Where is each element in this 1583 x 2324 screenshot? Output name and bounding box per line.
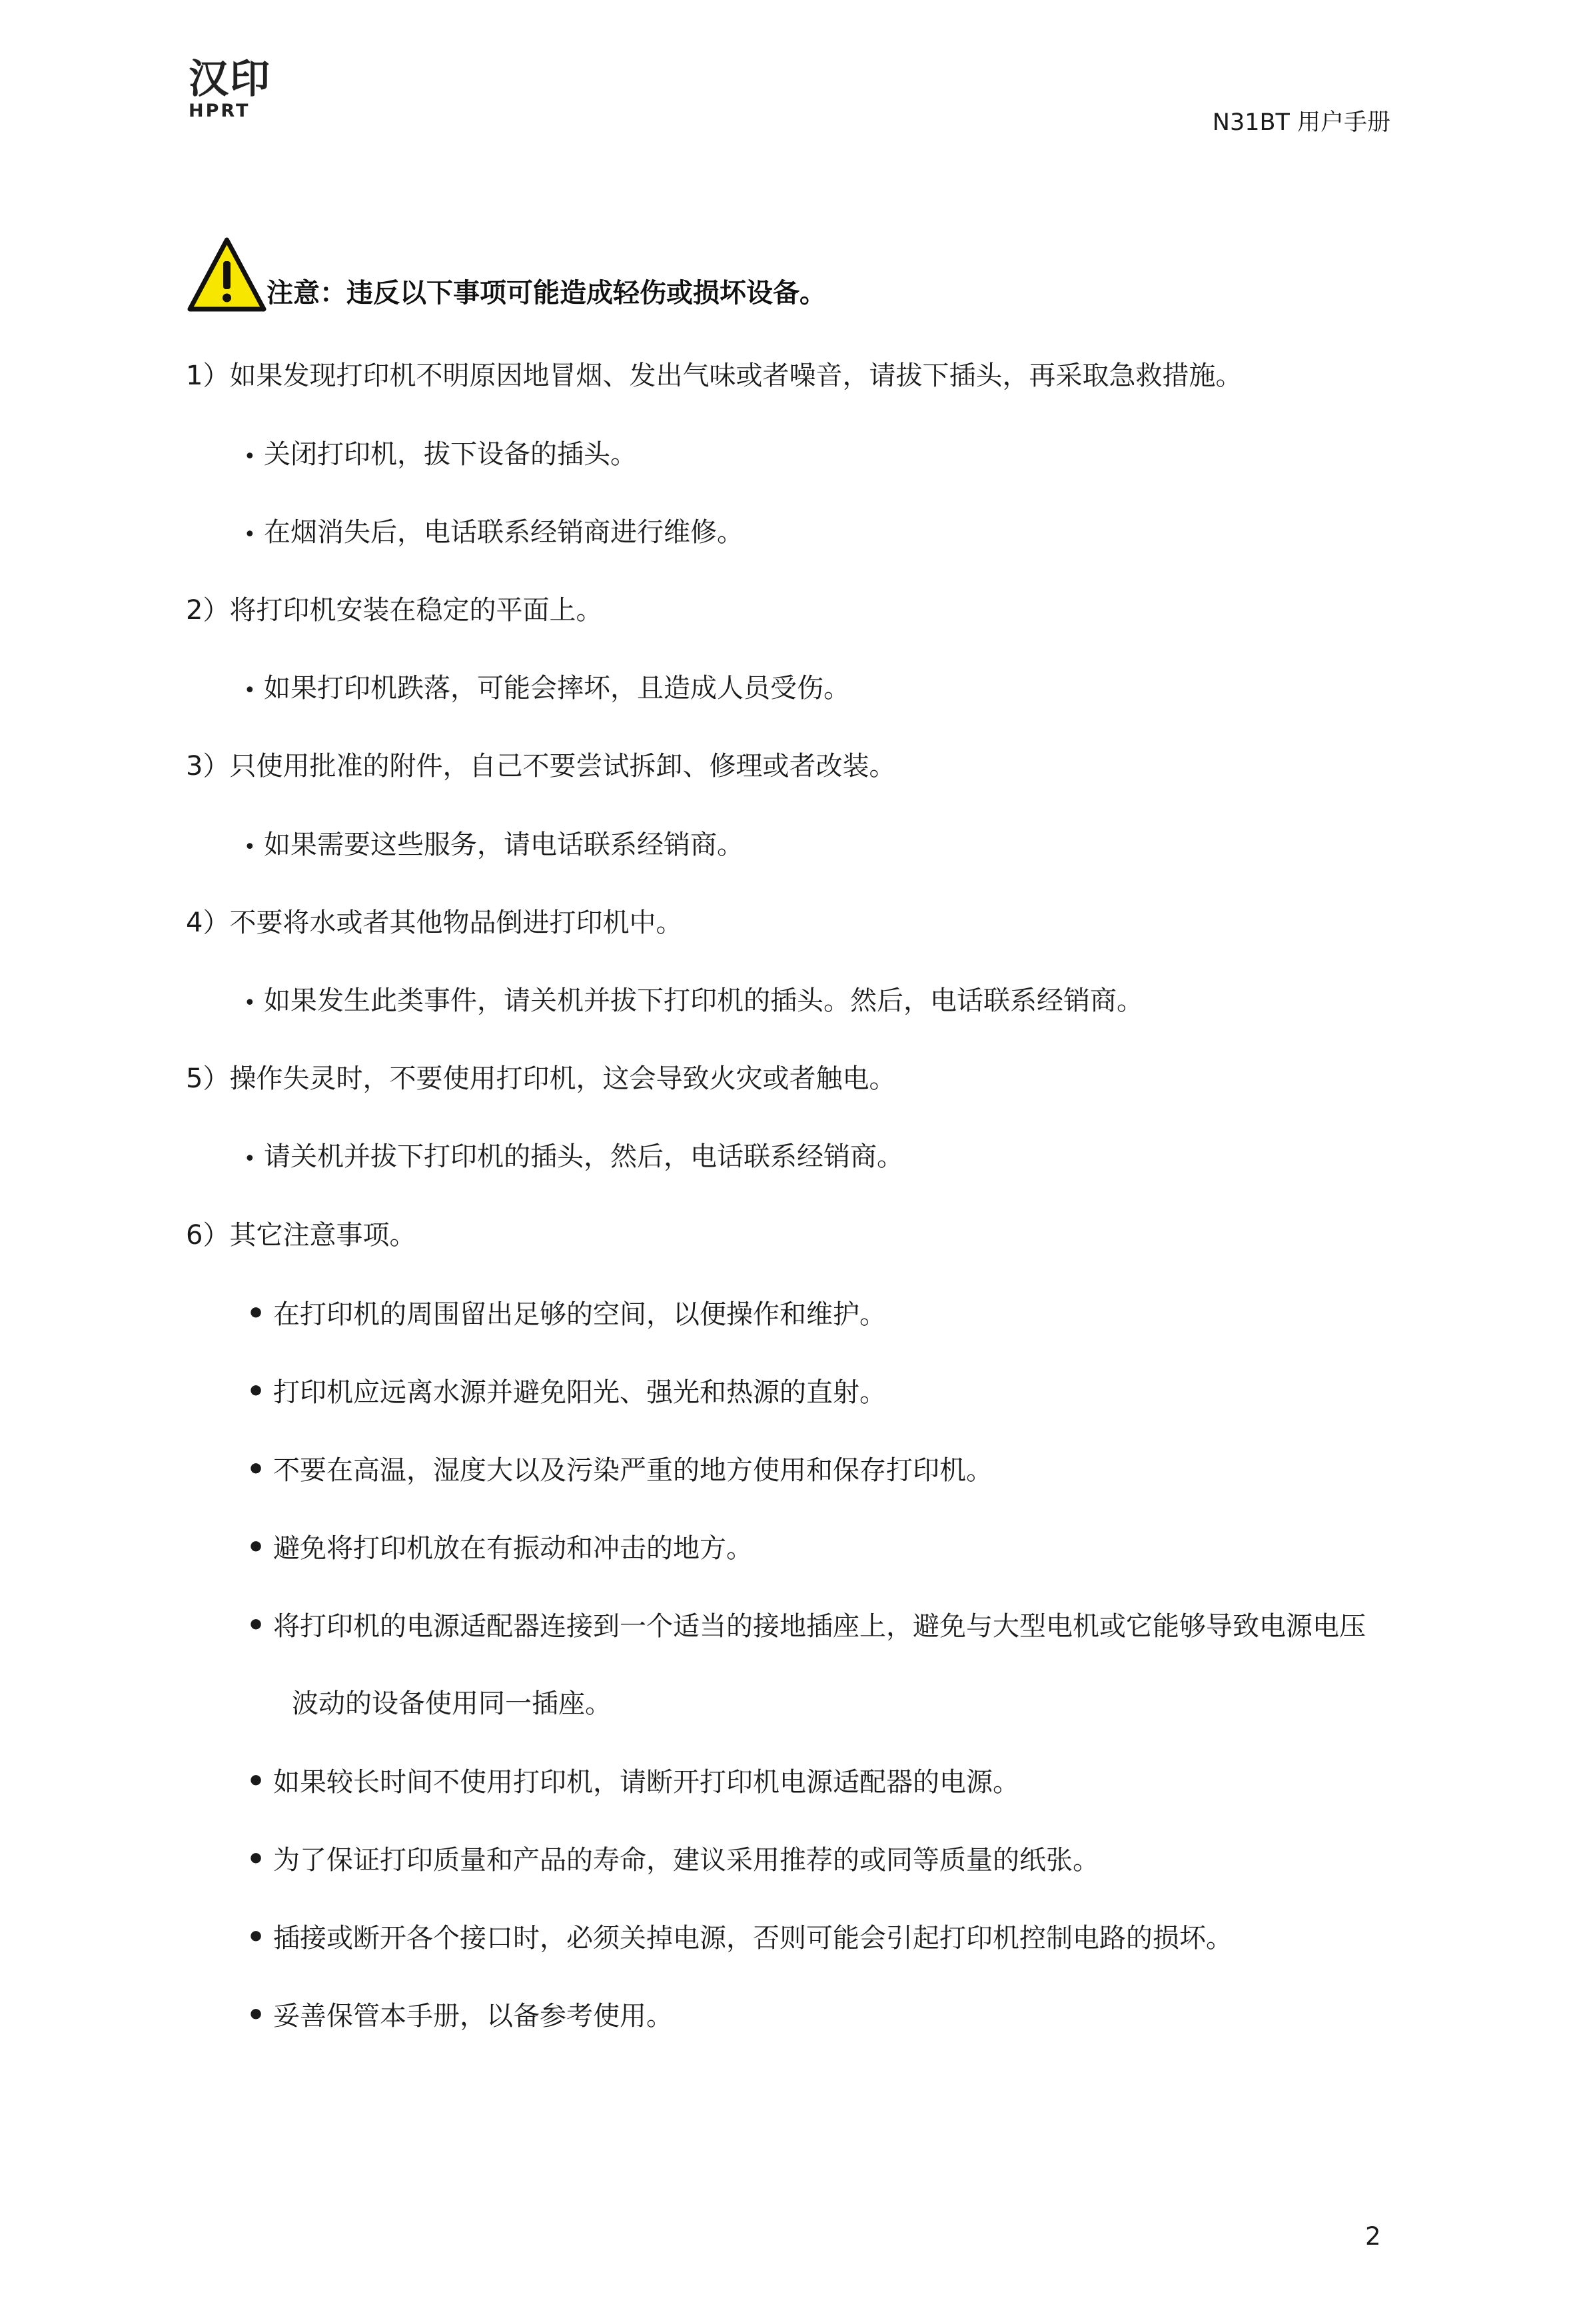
- sub-item-text: 如果需要这些服务，请电话联系经销商。: [264, 830, 744, 860]
- sub-item-6a: [247, 1295, 886, 1333]
- sub-item-5a: [244, 1138, 903, 1178]
- list-item-1: 1）如果发现打印机不明原因地冒烟、发出气味或者噪音，请拔下插头，再采取急救措施。: [186, 360, 1243, 391]
- sub-item-6b: [247, 1373, 886, 1411]
- sub-item-6d: [247, 1529, 753, 1567]
- logo-chinese-text: 汉印: [189, 56, 271, 103]
- sub-item-text: 插接或断开各个接口时，必须关掉电源，否则可能会引起打印机控制电路的损坏。: [273, 1923, 1233, 1954]
- sub-item-text: 在烟消失后，电话联系经销商进行维修。: [264, 517, 744, 548]
- sub-item-1a: [244, 436, 637, 476]
- sub-item-text: 如果打印机跌落，可能会摔坏，且造成人员受伤。: [264, 673, 850, 704]
- warning-heading: [187, 237, 826, 312]
- list-item-6: 6）其它注意事项。: [186, 1220, 416, 1251]
- warning-text: 注意：违反以下事项可能造成轻伤或损坏设备。: [266, 278, 826, 308]
- bullet: •: [244, 1147, 256, 1171]
- list-item-4: 4）不要将水或者其他物品倒进打印机中。: [186, 907, 683, 938]
- bullet: •: [244, 445, 256, 468]
- sub-item-6h: [247, 1919, 1233, 1957]
- hprt-logo: [189, 57, 275, 121]
- bullet: •: [247, 1920, 266, 1954]
- bullet: •: [247, 1998, 266, 2032]
- bullet: •: [247, 1764, 266, 1798]
- bullet: •: [247, 1452, 266, 1486]
- bullet: •: [247, 1608, 266, 1642]
- sub-item-text: 关闭打印机，拔下设备的插头。: [264, 439, 637, 470]
- sub-item-text: 在打印机的周围留出足够的空间，以便操作和维护。: [273, 1299, 886, 1330]
- bullet: •: [244, 523, 256, 546]
- bullet: •: [244, 679, 256, 702]
- bullet: •: [247, 1842, 266, 1876]
- sub-item-6i: [247, 1997, 673, 2035]
- logo-english-text: HPRT: [189, 101, 251, 121]
- sub-item-text: 请关机并拔下打印机的插头，然后，电话联系经销商。: [264, 1141, 903, 1172]
- bullet: •: [247, 1375, 266, 1409]
- sub-item-3a: [244, 826, 744, 866]
- sub-item-text: 避免将打印机放在有振动和冲击的地方。: [273, 1533, 753, 1564]
- warning-triangle-icon: [187, 237, 266, 312]
- sub-item-6e: [247, 1607, 1366, 1645]
- sub-item-1b: [244, 514, 744, 554]
- sub-item-text: 妥善保管本手册，以备参考使用。: [273, 2001, 673, 2032]
- sub-item-text: 不要在高温，湿度大以及污染严重的地方使用和保存打印机。: [273, 1455, 993, 1486]
- bullet: •: [247, 1297, 266, 1331]
- list-item-2: 2）将打印机安装在稳定的平面上。: [186, 595, 603, 626]
- page-number: 2: [1365, 2222, 1381, 2251]
- sub-item-text: 为了保证打印质量和产品的寿命，建议采用推荐的或同等质量的纸张。: [273, 1845, 1099, 1876]
- document-title: N31BT 用户手册: [1212, 109, 1390, 136]
- list-item-3: 3）只使用批准的附件，自己不要尝试拆卸、修理或者改装。: [186, 751, 896, 782]
- bullet: •: [244, 836, 256, 859]
- sub-item-2a: [244, 670, 850, 710]
- sub-item-6e-continuation: 波动的设备使用同一插座。: [292, 1688, 612, 1719]
- sub-item-text: 将打印机的电源适配器连接到一个适当的接地插座上，避免与大型电机或它能够导致电源电压: [273, 1611, 1366, 1642]
- bullet: •: [244, 991, 256, 1015]
- list-item-5: 5）操作失灵时，不要使用打印机，这会导致火灾或者触电。: [186, 1063, 896, 1094]
- sub-item-6f: [247, 1763, 1019, 1801]
- sub-item-text: 打印机应远离水源并避免阳光、强光和热源的直射。: [273, 1377, 886, 1408]
- sub-item-text: 如果较长时间不使用打印机，请断开打印机电源适配器的电源。: [273, 1767, 1019, 1798]
- bullet: •: [247, 1530, 266, 1564]
- sub-item-6g: [247, 1841, 1099, 1879]
- sub-item-4a: [244, 982, 1143, 1022]
- sub-item-text: 如果发生此类事件，请关机并拔下打印机的插头。然后，电话联系经销商。: [264, 985, 1143, 1016]
- sub-item-6c: [247, 1451, 993, 1489]
